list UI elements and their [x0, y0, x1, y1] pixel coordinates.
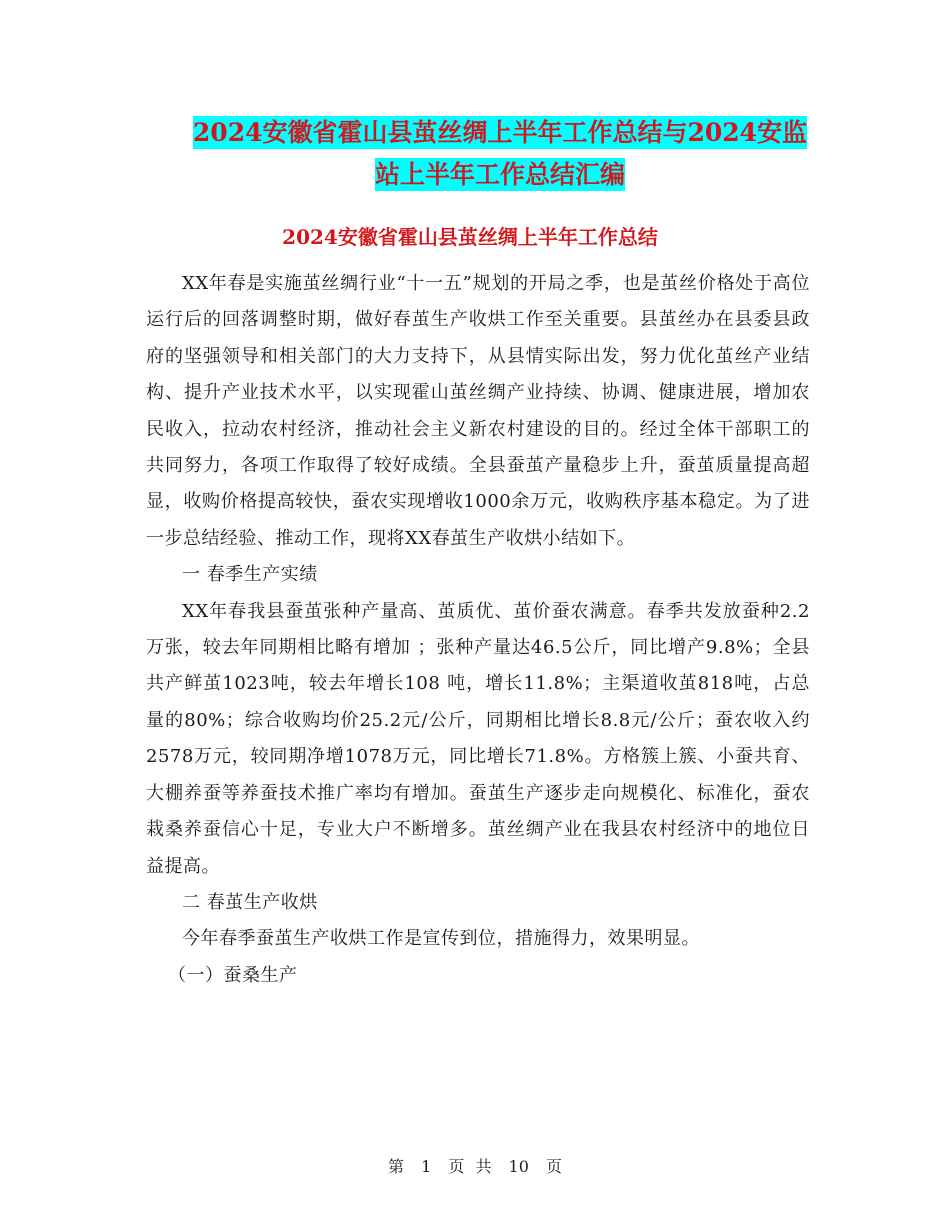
subheading-sericulture: （一）蚕桑生产: [168, 964, 298, 986]
production-results-paragraph: XX年春我县蚕茧张种产量高、茧质优、茧价蚕农满意。春季共发放蚕种2.2万张，较去年同期相比略有增加 ；张种产量达46.5公斤，同比增产9.8%；全县共产鲜茧1023吨，较去年增长108 吨，增长11.8%；主渠道收茧818吨，占总量的80%；综合收购均价25.2元/公斤，同期相比增长8.8元/公斤；蚕农收入约2578万元，较同期净增1078万元，同比增长71.8%。方格簇上簇、小蚕共育、大棚养蚕等养蚕技术推广率均有增加。蚕茧生产逐步走向规模化、标准化，蚕农栽桑养蚕信心十足，专业大户不断增多。茧丝绸产业在我县农村经济中的地位日益提高。: [146, 600, 810, 877]
page-footer: [0, 1154, 950, 1177]
purchase-summary-paragraph: 今年春季蚕茧生产收烘工作是宣传到位，措施得力，效果明显。: [182, 928, 700, 950]
document-title: [150, 112, 850, 196]
footer-current-page: 1: [421, 1157, 432, 1176]
heading-cocoon-purchase: 二 春茧生产收烘: [182, 891, 318, 913]
document-title-line-2: 站上半年工作总结汇编: [374, 160, 625, 189]
section-title: 2024安徽省霍山县茧丝绸上半年工作总结: [282, 225, 658, 249]
document-body: [146, 266, 810, 994]
intro-paragraph: XX年春是实施茧丝绸行业“十一五”规划的开局之季，也是茧丝价格处于高位运行后的回落调整时期，做好春茧生产收烘工作至关重要。县茧丝办在县委县政府的坚强领导和相关部门的大力支持下，从县情实际出发，努力优化茧丝产业结构、提升产业技术水平，以实现霍山茧丝绸产业持续、协调、健康进展，增加农民收入，拉动农村经济，推动社会主义新农村建设的目的。经过全体干部职工的共同努力，各项工作取得了较好成绩。全县蚕茧产量稳步上升，蚕茧质量提高超显，收购价格提高较快，蚕农实现增收1000余万元，收购秩序基本稳定。为了进一步总结经验、推动工作，现将XX春茧生产收烘小结如下。: [146, 273, 810, 549]
footer-middle: 页 共: [448, 1157, 492, 1176]
heading-spring-production: 一 春季生产实绩: [182, 564, 318, 586]
document-title-line-1: 2024安徽省霍山县茧丝绸上半年工作总结与2024安监: [192, 118, 808, 147]
footer-suffix: 页: [546, 1157, 563, 1176]
footer-total-pages: 10: [508, 1157, 529, 1176]
footer-prefix: 第: [387, 1157, 404, 1176]
